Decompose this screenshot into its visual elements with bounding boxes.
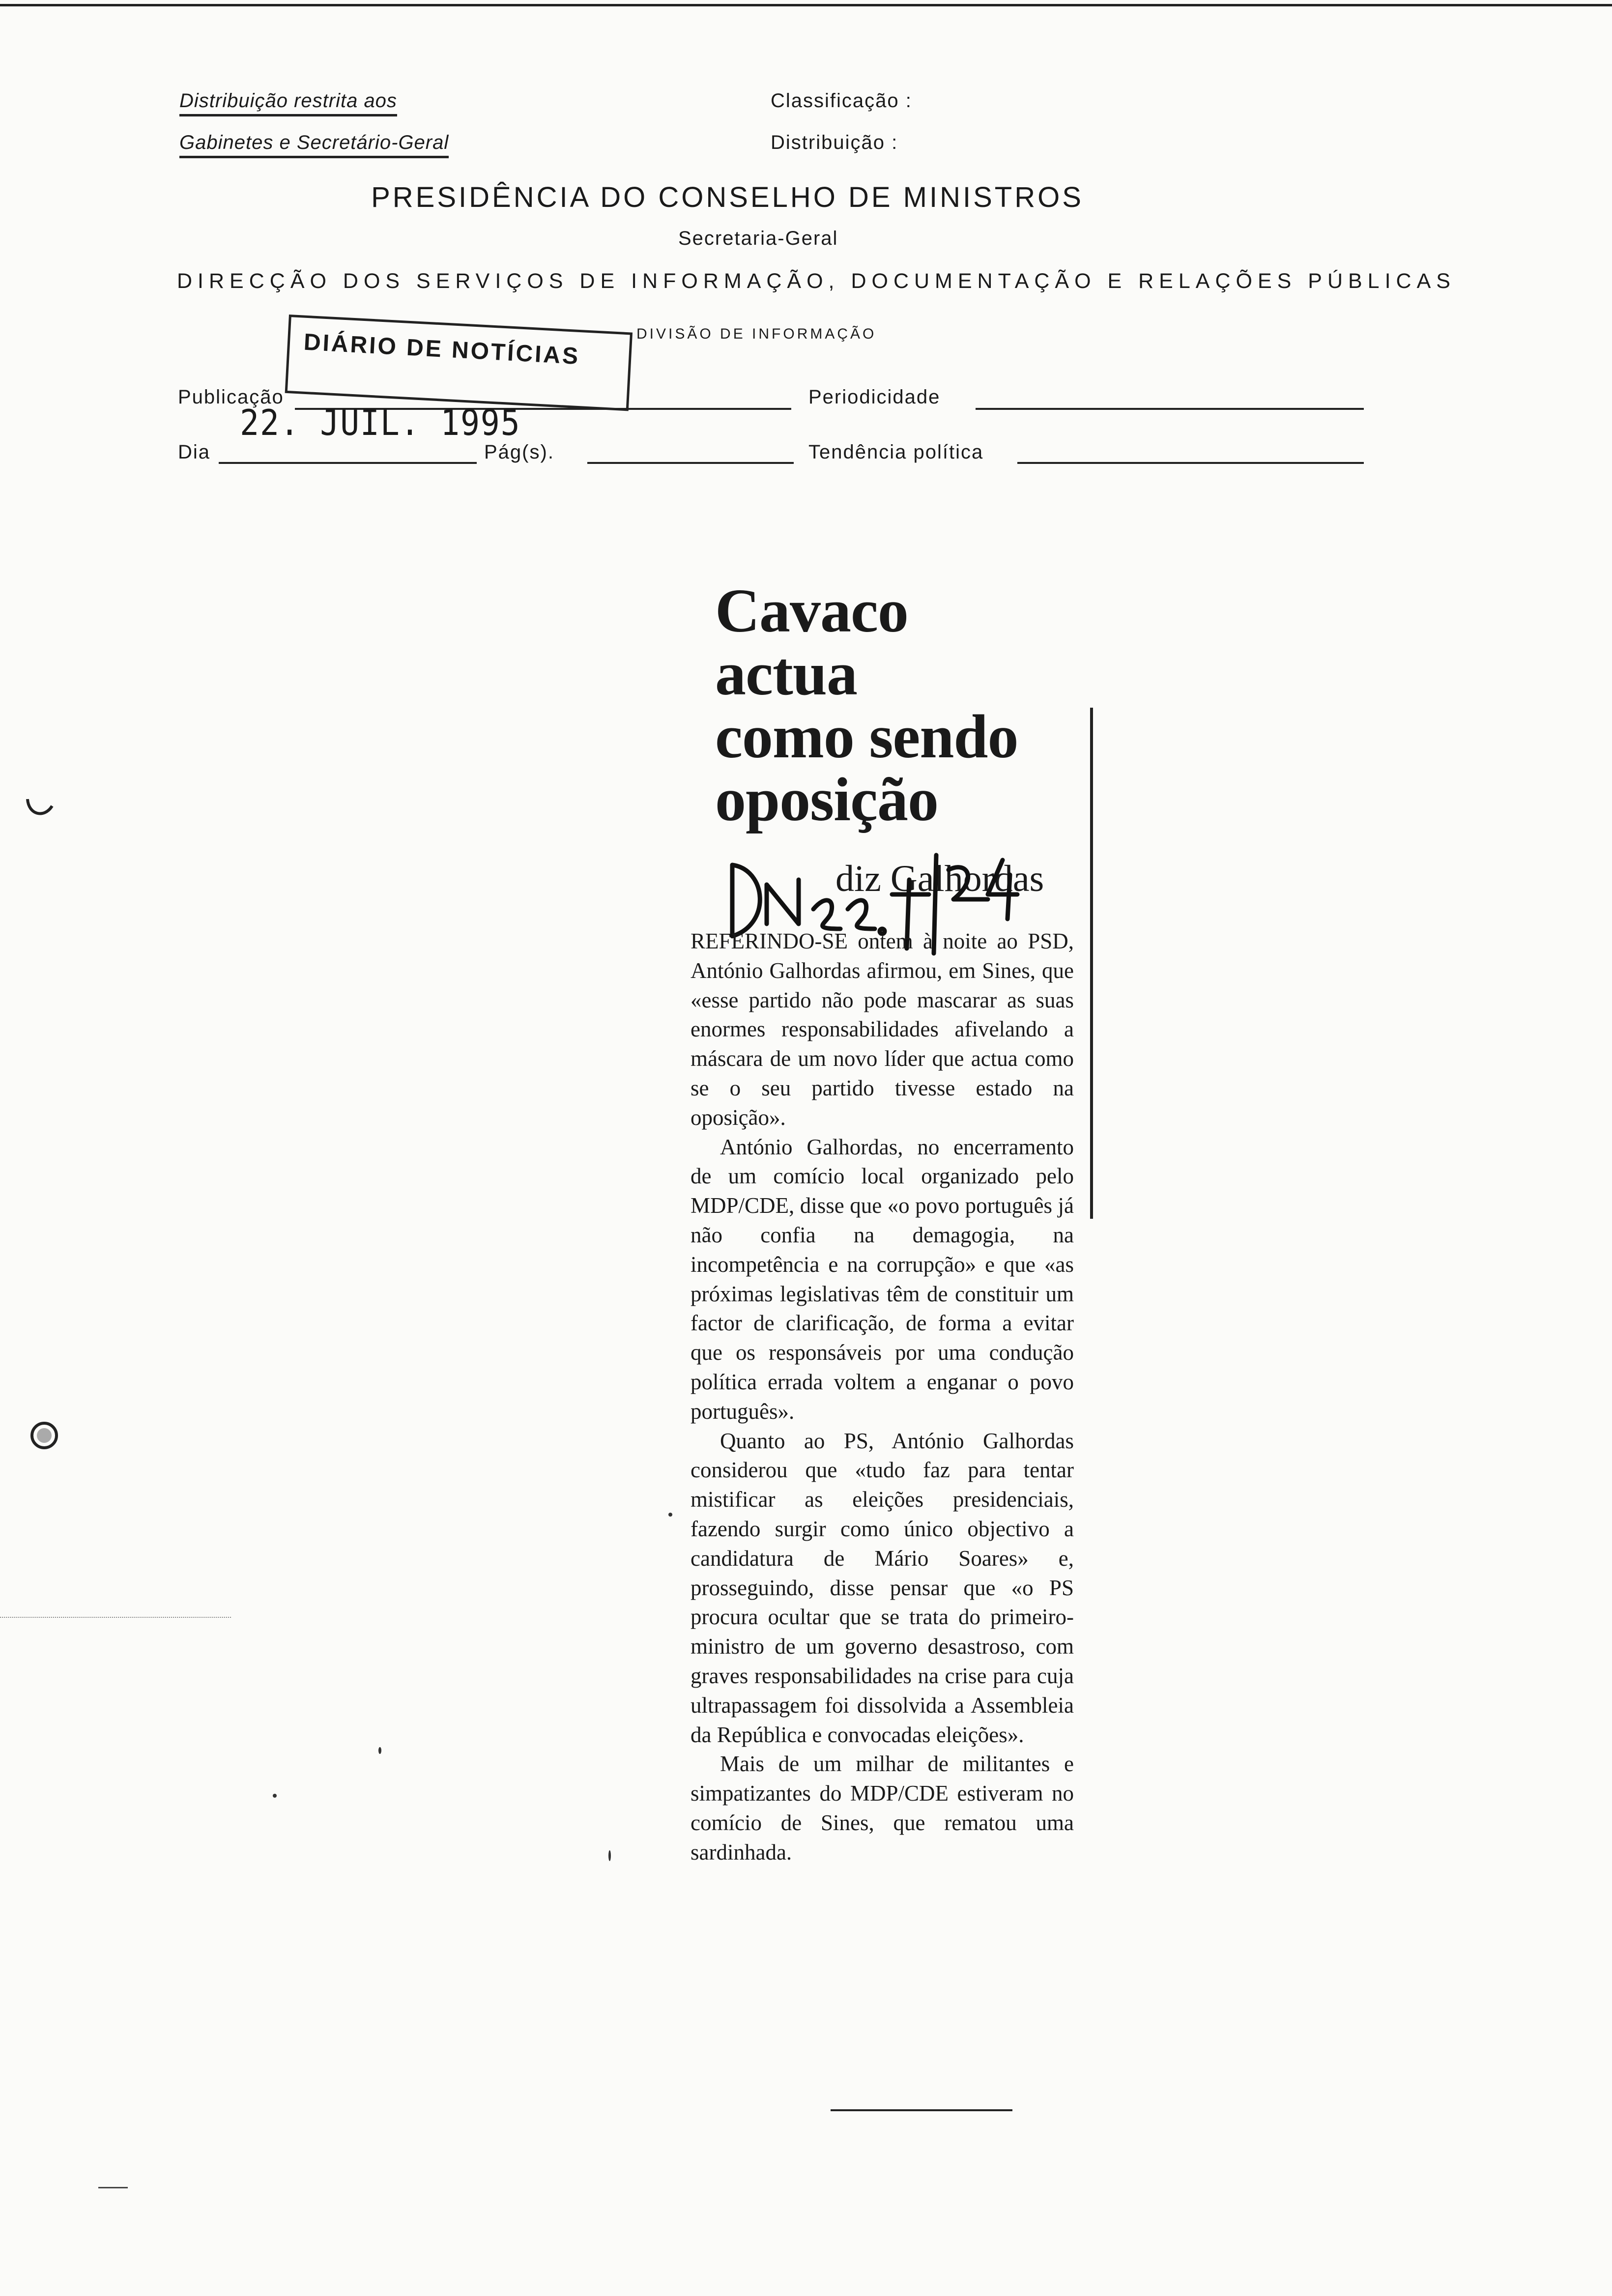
pags-line <box>587 462 794 464</box>
periodicidade-label: Periodicidade <box>808 386 941 408</box>
punch-hole-mark-bottom <box>29 1420 59 1451</box>
scan-speck <box>668 1513 672 1517</box>
dia-line <box>219 462 477 464</box>
date-stamp: 22. JUIL. 1995 <box>240 402 521 443</box>
distribuicao-label: Distribuição : <box>771 132 898 153</box>
secretariat-title: Secretaria-Geral <box>678 228 838 249</box>
classificacao-label: Classificação : <box>771 90 912 112</box>
periodicidade-line <box>976 408 1364 410</box>
article-column-rule <box>1090 708 1093 1219</box>
top-edge-line <box>0 4 1612 6</box>
dia-label: Dia <box>178 441 211 463</box>
scan-speck <box>608 1850 611 1861</box>
article-paragraph-4: Mais de um milhar de militantes e simpatizantes do MDP/CDE estiveram no comício de Sines, que rematou uma sardinhada. <box>691 1751 1074 1865</box>
tendencia-label: Tendência política <box>808 441 984 463</box>
scan-dots <box>0 1617 231 1618</box>
division-title: DIVISÃO DE INFORMAÇÃO <box>636 326 877 342</box>
article-subhead: diz Galhordas <box>835 858 1044 899</box>
restriction-line-1: Distribuição restrita aos <box>179 90 397 116</box>
pags-label: Pág(s). <box>484 441 554 463</box>
article-paragraph-3: Quanto ao PS, António Galhordas considerou que «tudo faz para tentar mistificar as eleições presidenciais, fazendo surgir como único objectivo a candidatura de Mário Soares» e, prosseguindo, disse pensar que «o PS procura ocultar que se trata do primeiro-ministro de um governo desastroso, com graves responsabilidades na crise para cuja ultrapassagem foi dissolvida a Assembleia da República e convocadas eleições». <box>691 1428 1074 1747</box>
headline-line-4: oposição <box>715 766 939 834</box>
punch-hole-mark-top <box>25 795 54 820</box>
restriction-line-2: Gabinetes e Secretário-Geral <box>179 132 449 158</box>
headline-line-1: Cavaco <box>715 577 908 645</box>
article-end-rule <box>831 2109 1012 2111</box>
article-headline <box>715 577 1089 834</box>
tendencia-line <box>1017 462 1364 464</box>
publication-stamp <box>285 315 633 411</box>
scan-speck <box>378 1747 381 1754</box>
scan-speck <box>273 1794 277 1798</box>
headline-line-2: actua <box>715 640 857 708</box>
institution-title: PRESIDÊNCIA DO CONSELHO DE MINISTROS <box>371 181 1084 213</box>
headline-line-3: como sendo <box>715 703 1018 771</box>
scan-dash <box>98 2187 128 2188</box>
directorate-title: DIRECÇÃO DOS SERVIÇOS DE INFORMAÇÃO, DOCUMENTAÇÃO E RELAÇÕES PÚBLICAS <box>177 269 1456 293</box>
publicacao-label: Publicação <box>178 386 284 408</box>
article-paragraph-1: REFERINDO-SE ontem à noite ao PSD, António Galhordas afirmou, em Sines, que «esse partido não pode mascarar as suas enormes responsabilidades afivelando a máscara de um novo líder que actua como se o seu partido tivesse estado na oposição». <box>691 929 1074 1130</box>
article-body <box>691 927 1074 1867</box>
publication-stamp-text: DIÁRIO DE NOTÍCIAS <box>303 329 581 370</box>
article-paragraph-2: António Galhordas, no encerramento de um comício local organizado pelo MDP/CDE, disse que «o povo português já não confia na demagogia, na incompetência e na corrupção» e que «as próximas legislativas têm de constituir um factor de clarificação, de forma a evitar que os responsáveis por uma condução política errada voltem a enganar o povo português». <box>691 1134 1074 1424</box>
